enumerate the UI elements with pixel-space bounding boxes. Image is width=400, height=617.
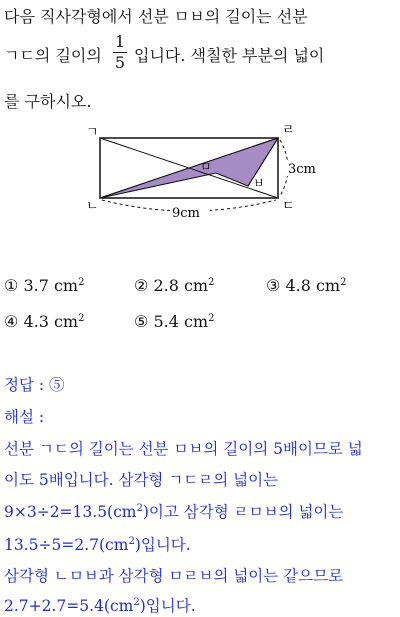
choice-4-value: 4.3 cm (23, 312, 79, 331)
choice-5-value: 5.4 cm (153, 312, 209, 331)
question-line-2-post: 입니다. 색칠한 부분의 넓이 (134, 46, 325, 65)
height-label: 3cm (288, 162, 316, 177)
choice-3-exp: 2 (340, 277, 347, 288)
explanation-line-1: 선분 ㄱㄷ의 길이는 선분 ㅁㅂ의 길이의 5배이므로 넓 (4, 440, 363, 458)
explanation-line-6-rest: )입니다. (139, 597, 196, 615)
explanation-title: 해설 : (4, 408, 45, 426)
choice-2-exp: 2 (208, 277, 215, 288)
choice-3-value: 4.8 cm (285, 276, 341, 295)
explanation-line-3-exp: 2 (136, 503, 143, 514)
vertex-label-d: ㄷ (282, 199, 295, 214)
choice-1-exp: 2 (78, 277, 85, 288)
explanation-line-3-rest: )이고 삼각형 ㄹㅁㅂ의 넓이는 (142, 503, 344, 521)
question-line-1: 다음 직사각형에서 선분 ㅁㅂ의 길이는 선분 (4, 7, 308, 26)
explanation-line-6 (4, 594, 196, 616)
explanation-line-5: 삼각형 ㄴㅁㅂ과 삼각형 ㅁㄹㅂ의 넓이는 같으므로 (4, 567, 344, 585)
choice-4-mark: ④ (4, 312, 19, 331)
answer-label: 정답 : ⑤ (4, 376, 65, 394)
explanation-line-4-rest: )입니다. (134, 536, 191, 554)
choice-3[interactable] (266, 276, 346, 295)
question-line-2-pre: ㄱㄷ의 길이의 (4, 46, 102, 65)
question-line-3: 를 구하시오. (4, 92, 92, 111)
choice-4[interactable] (4, 312, 84, 331)
choice-3-mark: ③ (266, 276, 281, 295)
explanation-line-3 (4, 500, 343, 522)
explanation-line-2: 이도 5배입니다. 삼각형 ㄱㄷㄹ의 넓이는 (4, 471, 279, 489)
explanation-line-4-calc: 13.5÷5=2.7(cm (4, 536, 129, 554)
fraction-one-fifth (113, 33, 127, 72)
point-label-b: ㅂ (253, 176, 265, 190)
rectangle-figure (0, 115, 400, 225)
fraction-numerator: 1 (114, 32, 126, 51)
choice-5-exp: 2 (208, 313, 215, 324)
choice-4-exp: 2 (78, 313, 85, 324)
explanation-line-6-calc: 2.7+2.7=5.4(cm (4, 597, 134, 615)
explanation-line-4-exp: 2 (128, 536, 135, 547)
height-dashed-arc (280, 140, 288, 196)
choice-5[interactable] (134, 312, 214, 331)
fraction-denominator: 5 (114, 53, 126, 72)
choice-1-value: 3.7 cm (23, 276, 79, 295)
explanation-line-4 (4, 533, 191, 555)
width-label: 9cm (172, 206, 200, 221)
choice-5-mark: ⑤ (134, 312, 149, 331)
choice-1[interactable] (4, 276, 84, 295)
vertex-label-g: ㄱ (86, 125, 99, 140)
choice-1-mark: ① (4, 276, 19, 295)
choice-2[interactable] (134, 276, 214, 295)
vertex-label-r: ㄹ (282, 123, 295, 138)
point-label-m: ㅁ (200, 160, 212, 174)
vertex-label-n: ㄴ (86, 199, 99, 214)
explanation-line-6-exp: 2 (133, 597, 140, 608)
choice-2-mark: ② (134, 276, 149, 295)
choice-2-value: 2.8 cm (153, 276, 209, 295)
explanation-line-3-calc: 9×3÷2=13.5(cm (4, 503, 137, 521)
